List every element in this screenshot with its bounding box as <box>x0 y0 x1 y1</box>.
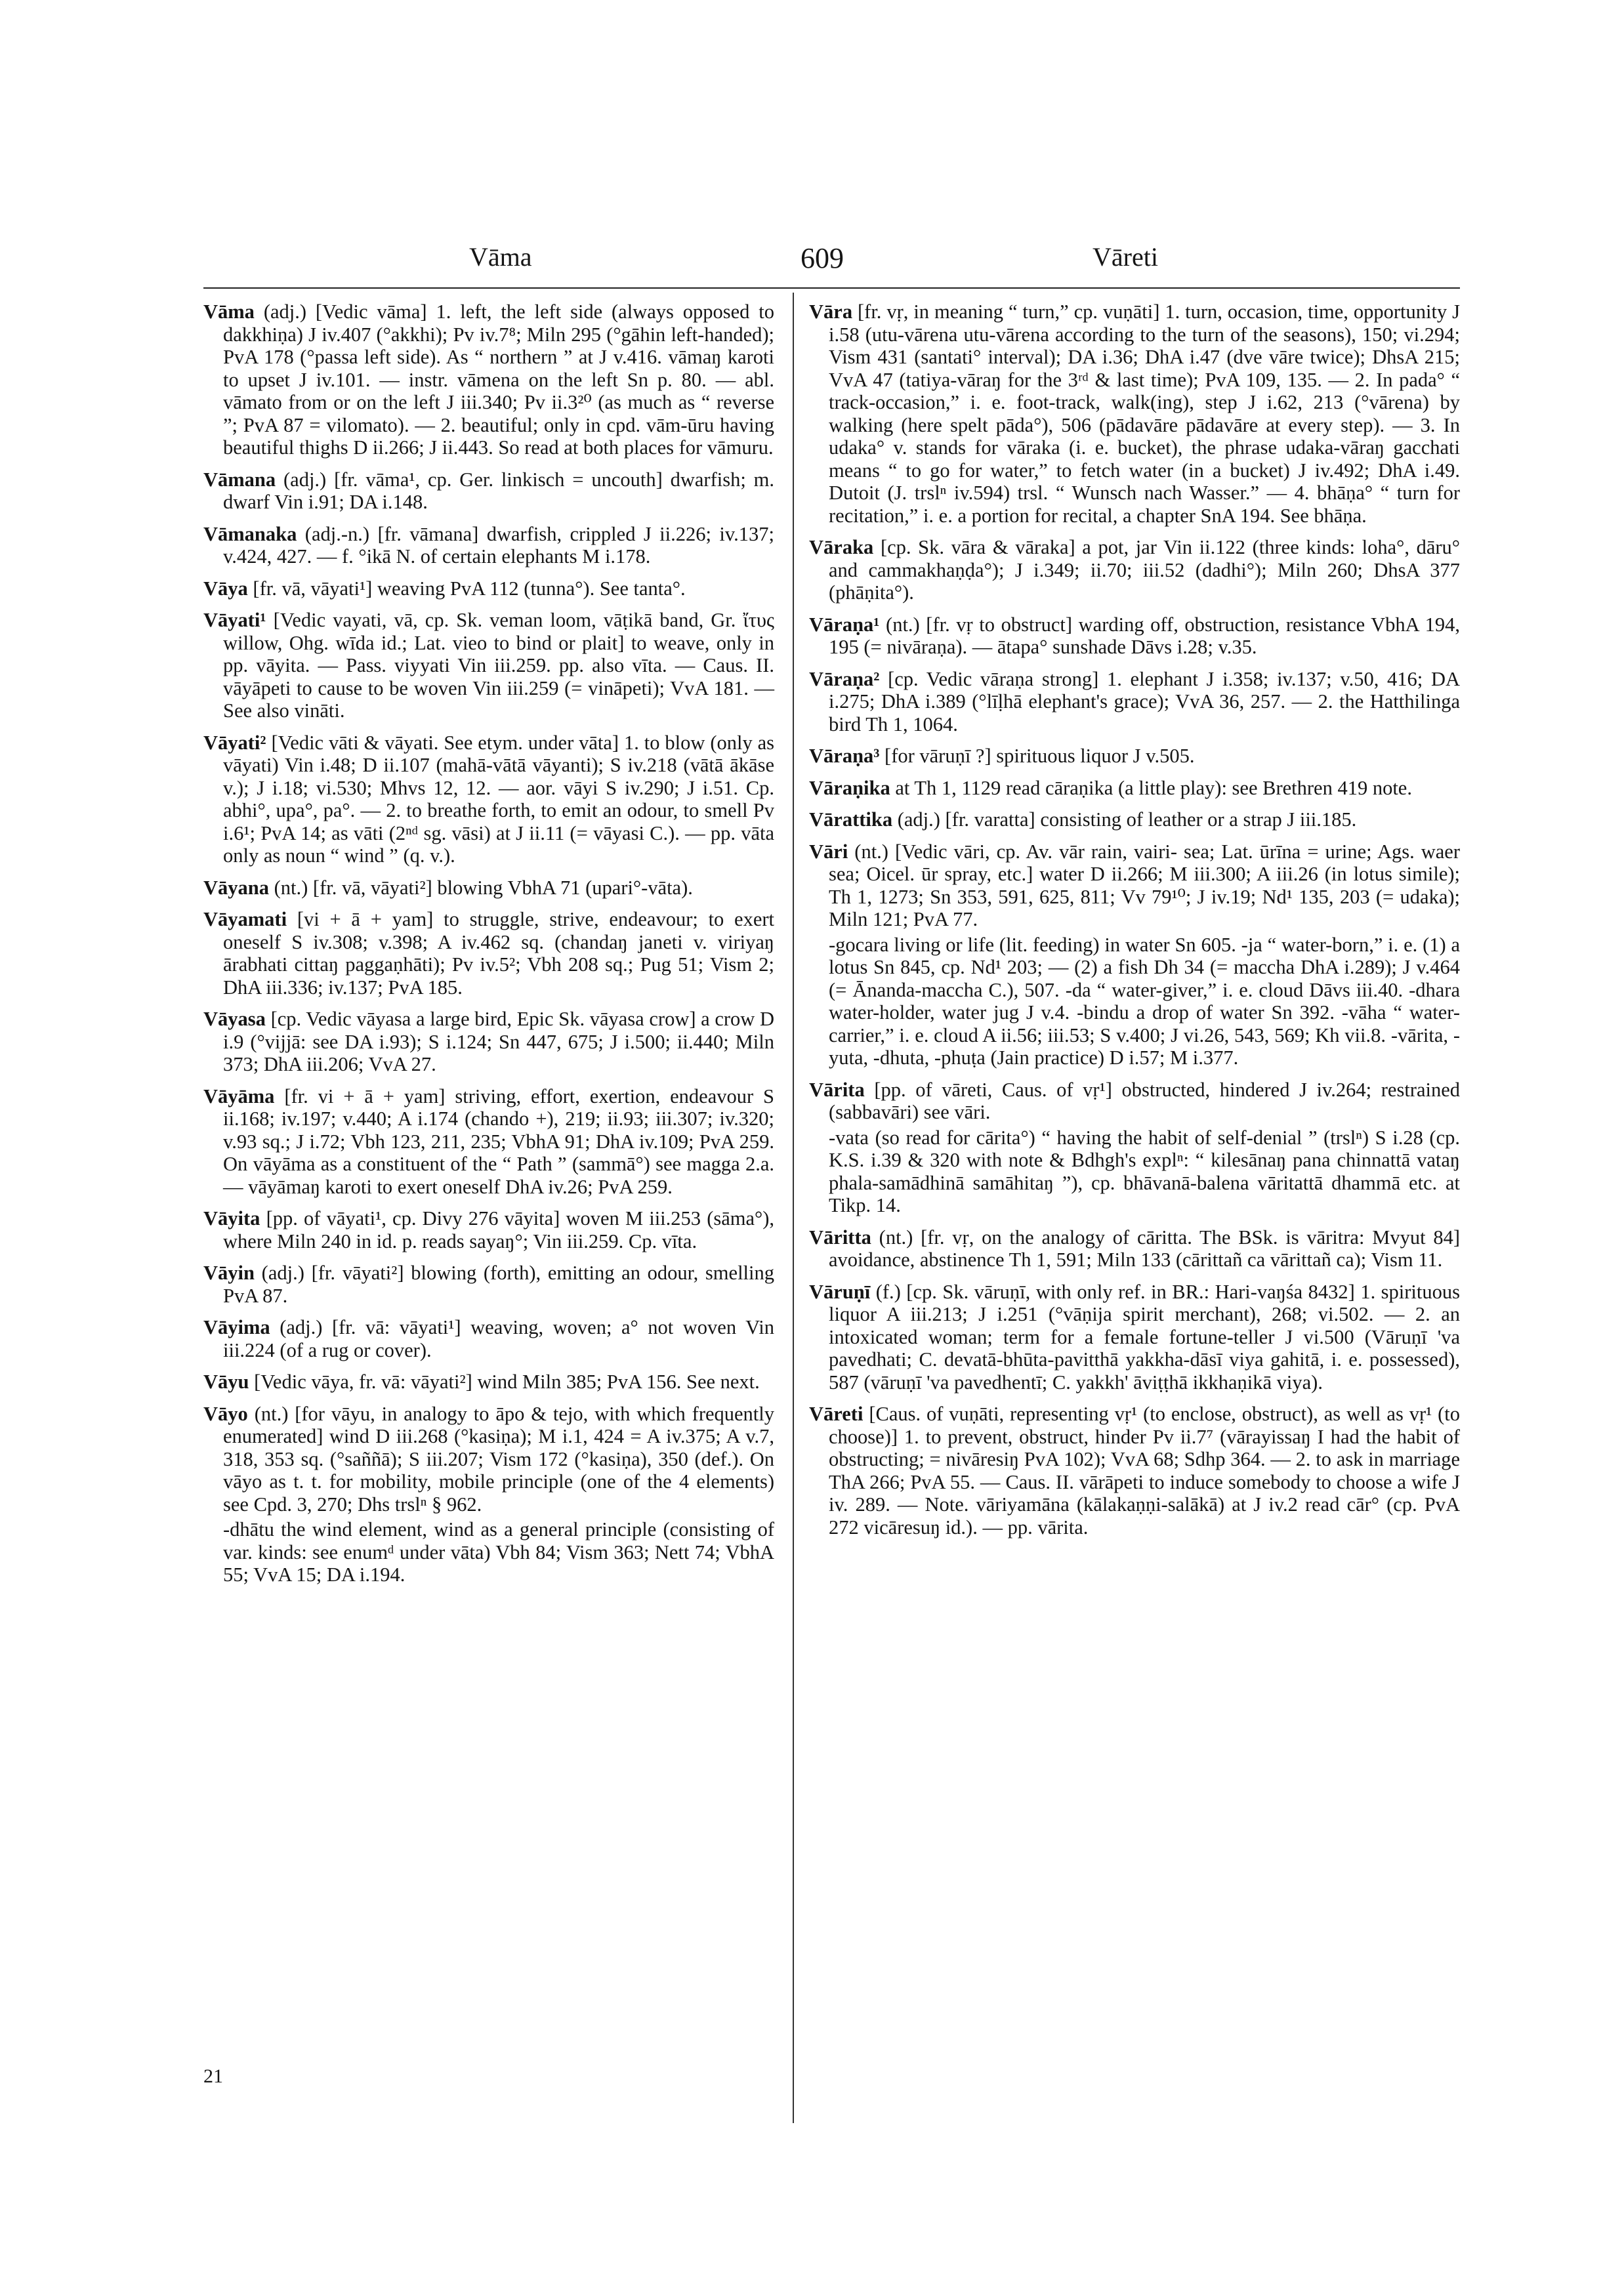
entry-compounds: -dhātu the wind element, wind as a general principle (consisting of var. kinds: see enumᵈ under vāta) Vbh 84; Vism 363; Nett 74; VbhA 55; VvA 15; DA i.194. <box>223 1518 774 1586</box>
dictionary-entry <box>809 668 1460 736</box>
entry-definition: (nt.) [for vāyu, in analogy to āpo & tejo, with which frequently enumerated] wind D iii.268 (°kasiṇa); M i.1, 424 = A iv.375; A v.7, 318, 353 sq. (°saññā); S iii.207; Vism 172 (°kasiṇa), 350 (def.). On vāyo as t. t. for mobility, mobile principle (one of the 4 elements) see Cpd. 3, 270; Dhs trslⁿ § 962. <box>223 1402 775 1516</box>
headword: Vārita <box>809 1078 865 1101</box>
headword: Vāreti <box>809 1403 864 1425</box>
entry-definition: [for vāruṇī ?] spirituous liquor J v.505. <box>885 745 1195 767</box>
dictionary-entry <box>203 609 774 722</box>
entry-definition: (adj.) [fr. vāyati²] blowing (forth), emitting an odour, smelling PvA 87. <box>223 1262 774 1307</box>
headword: Vāyita <box>203 1207 260 1230</box>
entry-definition: (adj.) [fr. varatta] consisting of leather or a strap J iii.185. <box>897 808 1357 831</box>
entry-definition: (nt.) [fr. vṛ to obstruct] warding off, obstruction, resistance VbhA 194, 195 (= nivāraṇa). — ātapa° sunshade Dāvs i.28; v.35. <box>829 613 1460 658</box>
headword: Vāraka <box>809 536 874 558</box>
dictionary-entry <box>203 908 774 999</box>
dictionary-entry <box>809 840 1460 931</box>
entry-definition: [fr. vā, vāyati¹] weaving PvA 112 (tunna°). See tanta°. <box>253 577 686 600</box>
dictionary-entry <box>203 300 774 459</box>
right-column <box>809 300 1460 1548</box>
dictionary-entry <box>809 808 1460 831</box>
dictionary-entry <box>203 1008 774 1076</box>
entry-definition: [cp. Vedic vāyasa a large bird, Epic Sk. vāyasa crow] a crow D i.9 (°vijjā: see DA i.93); S i.124; Sn 447, 675; J i.500; ii.440; Miln 373; DhA iii.206; VvA 27. <box>223 1008 775 1075</box>
entry-definition: [cp. Vedic vāraṇa strong] 1. elephant J i.358; iv.137; v.50, 416; DA i.275; DhA i.389 (°līḷhā elephant's grace); VvA 36, 257. — 2. the Hatthilinga bird Th 1, 1064. <box>829 667 1461 735</box>
headword: Vāma <box>203 300 255 323</box>
headword: Vārattika <box>809 808 893 831</box>
headword: Vāraṇa³ <box>809 745 880 767</box>
headword: Vāyo <box>203 1402 248 1425</box>
dictionary-entry <box>203 877 774 899</box>
entry-definition: [Vedic vāya, fr. vā: vāyati²] wind Miln 385; PvA 156. See next. <box>254 1371 760 1393</box>
entry-definition: [Vedic vāti & vāyati. See etym. under vāta] 1. to blow (only as vāyati) Vin i.48; D ii.107 (mahā-vātā vāyanti); S iv.218 (vātā ākāse v.); J i.18; vi.530; Mhvs 12, 12. — aor. vāyi S iv.290; J i.51. Cp. abhi°, upa°, pa°. — 2. to breathe forth, to emit an odour, to smell Pv i.6¹; PvA 14; as vāti (2ⁿᵈ sg. vāsi) at J ii.11 (= vāyasi C.). — pp. vāta only as noun “ wind ” (q. v.). <box>223 731 775 867</box>
headword: Vāyāma <box>203 1085 275 1107</box>
dictionary-entry <box>809 536 1460 604</box>
entry-definition: (adj.) [fr. vā: vāyati¹] weaving, woven; a° not woven Vin iii.224 (of a rug or cover). <box>223 1316 775 1361</box>
headword: Vāritta <box>809 1226 871 1249</box>
headword: Vāyati¹ <box>203 609 266 631</box>
entry-definition: (adj.) [fr. vāma¹, cp. Ger. linkisch = uncouth] dwarfish; m. dwarf Vin i.91; DA i.148. <box>223 468 774 513</box>
entry-compounds: -gocara living or life (lit. feeding) in water Sn 605. -ja “ water-born,” i. e. (1) a lotus Sn 845, cp. Nd¹ 203; — (2) a fish Dh 34 (= maccha DhA i.289); J v.464 (= Ānanda-maccha C.), 507. -da “ water-giver,” i. e. cloud Dāvs iii.40. -dhara water-holder, water jug J v.4. -bindu a drop of water Sn 392. -vāha “ water-carrier,” i. e. cloud A ii.56; iii.53; S v.400; J vi.26, 543, 569; Kh vii.8. -vārita, -yuta, -dhuta, -phuṭa (Jain practice) D i.57; M i.377. <box>829 933 1460 1069</box>
entry-definition: (f.) [cp. Sk. vāruṇī, with only ref. in BR.: Hari-vaŋśa 8432] 1. spirituous liquor A iii.213; J i.251 (°vāṇija spirit merchant), 268; vi.502. — 2. an intoxicated woman; term for a female fortune-teller J vi.500 (Vāruṇī 'va pavedhati; C. devatā-bhūta-pavitthā yakkha-dāsī viya gahitā, i. e. possessed), 587 (vāruṇī 'va pavedhentī; C. yakkh' āviṭṭhā ikkhaṇikā viya). <box>829 1280 1461 1394</box>
entry-compounds: -vata (so read for cārita°) “ having the habit of self-denial ” (trslⁿ) S i.28 (cp. K.S. i.39 & 320 with note & Bdhgh's explⁿ: “ kilesānaŋ pana chinnattā vataŋ phala-samādhinā samāhitaŋ ”), cp. bhāvanā-balena vāritattā dhammā etc. at Tikp. 14. <box>829 1126 1460 1216</box>
dictionary-entry <box>809 300 1460 527</box>
dictionary-entry <box>809 1226 1460 1272</box>
entry-definition: [Vedic vayati, vā, cp. Sk. veman loom, vāṭikā band, Gr. ἴτυς willow, Ohg. wīda id.; Lat. vieo to bind or plait] to weave, only in pp. vāyita. — Pass. viyyati Vin iii.259. pp. also vīta. — Caus. II. vāyāpeti to cause to be woven Vin iii.259 (= vināpeti); VvA 181. — See also vināti. <box>223 609 775 722</box>
headword: Vāyima <box>203 1316 270 1338</box>
left-column <box>203 300 774 1596</box>
headword: Vāmanaka <box>203 522 297 545</box>
headword: Vāyamati <box>203 908 287 930</box>
dictionary-entry <box>203 1207 774 1252</box>
dictionary-entry <box>809 745 1460 768</box>
headword: Vāraṇika <box>809 776 890 799</box>
header-rule <box>203 287 1460 289</box>
headword: Vāyu <box>203 1371 249 1393</box>
entry-definition: (nt.) [fr. vṛ, on the analogy of cāritta. The BSk. is vāritra: Mvyut 84] avoidance, abstinence Th 1, 591; Miln 133 (cārittañ ca vārittañ ca); Vism 11. <box>829 1226 1461 1271</box>
column-divider <box>793 293 794 2123</box>
dictionary-entry <box>203 468 774 514</box>
page-number: 609 <box>801 242 844 274</box>
dictionary-entry <box>203 1403 774 1516</box>
signature-number: 21 <box>203 2065 223 2087</box>
dictionary-entry <box>203 1085 774 1199</box>
entry-definition: (adj.) [Vedic vāma] 1. left, the left side (always opposed to dakkhiṇa) J iv.407 (°akkhi); Pv iv.7⁸; Miln 295 (°gāhin left-handed); PvA 178 (°passa left side). As “ northern ” at J v.416. vāmaŋ karoti to upset J iv.101. — instr. vāmena on the left Sn p. 80. — abl. vāmato from or on the left J iii.340; Pv ii.3²⁰ (as much as “ reverse ”; PvA 87 = vilomato). — 2. beautiful; only in cpd. vām-ūru having beautiful thighs D ii.266; J ii.443. So read at both places for vāmuru. <box>223 300 775 459</box>
dictionary-entry <box>203 1371 774 1394</box>
right-guide-word: Vāreti <box>1093 242 1158 272</box>
dictionary-entry <box>809 613 1460 659</box>
headword: Vāra <box>809 300 853 323</box>
headword: Vāmana <box>203 468 276 491</box>
entry-definition: [fr. vṛ, in meaning “ turn,” cp. vuṇāti] 1. turn, occasion, time, opportunity J i.58 (utu-vārena utu-vārena according to the turn of the seasons), 150; vi.294; Vism 431 (santati° interval); DA i.36; DhA i.47 (dve vāre twice); DhsA 215; VvA 47 (tatiya-vāraŋ for the 3ʳᵈ & last time); PvA 109, 135. — 2. In pada° “ track-occasion,” i. e. foot-track, walk(ing), step J i.62, 213 (°vārena) by walking (here spelt pāda°), 506 (pādavāre pādavāre at every step). — 3. In udaka° v. stands for vāraka (i. e. bucket), the phrase udaka-vāraŋ gacchati means “ to go for water,” to fetch water (in a bucket) J iv.492; DhA i.49. Dutoit (J. trslⁿ iv.594) trsl. “ Wunsch nach Wasser.” — 4. bhāṇa° “ turn for recitation,” i. e. a portion for recital, a chapter SnA 194. See bhāṇa. <box>829 300 1460 527</box>
dictionary-entry <box>203 577 774 600</box>
left-guide-word: Vāma <box>469 242 532 272</box>
headword: Vāya <box>203 577 248 600</box>
entry-definition: (adj.-n.) [fr. vāmana] dwarfish, crippled J ii.226; iv.137; v.424, 427. — f. °ikā N. of certain elephants M i.178. <box>223 522 775 568</box>
headword: Vāyati² <box>203 731 266 754</box>
headword: Vāraṇa² <box>809 667 880 690</box>
page-header <box>203 241 1460 281</box>
dictionary-entry <box>809 777 1460 800</box>
entry-definition: [cp. Sk. vāra & vāraka] a pot, jar Vin ii.122 (three kinds: loha°, dāru° and cammakhaṇḍa°); J i.349; ii.70; iii.52 (dadhi°); Miln 260; DhsA 377 (phāṇita°). <box>829 536 1461 604</box>
dictionary-entry <box>809 1281 1460 1394</box>
dictionary-entry <box>203 523 774 568</box>
entry-definition: [fr. vi + ā + yam] striving, effort, exertion, endeavour S ii.168; iv.197; v.440; A i.174 (chando +), 219; ii.93; iii.307; iv.320; v.93 sq.; J i.72; Vbh 123, 211, 235; VbhA 91; DhA iv.109; PvA 259. On vāyāma as a constituent of the “ Path ” (sammā°) see magga 2.a. — vāyāmaŋ karoti to exert oneself DhA iv.26; PvA 259. <box>223 1085 774 1198</box>
dictionary-entry <box>809 1079 1460 1124</box>
headword: Vāyin <box>203 1262 255 1284</box>
headword: Vāraṇa¹ <box>809 613 880 636</box>
entry-definition: at Th 1, 1129 read cāraṇika (a little play): see Brethren 419 note. <box>895 776 1412 799</box>
headword: Vāruṇī <box>809 1280 871 1303</box>
entry-definition: [vi + ā + yam] to struggle, strive, endeavour; to exert oneself S iv.308; v.398; A iv.462 sq. (chandaŋ janeti v. viriyaŋ ārabhati cittaŋ paggaṇhāti); Pv iv.5²; Vbh 208 sq.; Pug 51; Vism 2; DhA iii.336; iv.137; PvA 185. <box>223 908 775 999</box>
entry-definition: (nt.) [fr. vā, vāyati²] blowing VbhA 71 (upari°-vāta). <box>274 876 693 899</box>
entry-definition: [pp. of vāreti, Caus. of vṛ¹] obstructed, hindered J iv.264; restrained (sabbavāri) see vāri. <box>829 1078 1461 1123</box>
dictionary-entry <box>203 1316 774 1361</box>
dictionary-entry <box>203 732 774 867</box>
headword: Vāyasa <box>203 1008 266 1030</box>
headword: Vāyana <box>203 876 269 899</box>
entry-definition: [pp. of vāyati¹, cp. Divy 276 vāyita] woven M iii.253 (sāma°), where Miln 240 in id. p. reads sayaŋ°; Vin iii.259. Cp. vīta. <box>223 1207 774 1252</box>
entry-definition: [Caus. of vuṇāti, representing vṛ¹ (to enclose, obstruct), as well as vṛ¹ (to choose)] 1. to prevent, obstruct, hinder Pv ii.7⁷ (vārayissaŋ I had the habit of obstructing; = nivāresiŋ PvA 102); VvA 68; Sdhp 364. — 2. to ask in marriage ThA 266; PvA 55. — Caus. II. vārāpeti to induce somebody to choose a wife J iv. 289. — Note. vāriyamāna (kālakaṇṇi-salākā) at J iv.2 read cār° (cp. PvA 272 vicāresuŋ id.). — pp. vārita. <box>829 1403 1461 1539</box>
entry-definition: (nt.) [Vedic vāri, cp. Av. vār rain, vairi- sea; Lat. ūrīna = urine; Ags. waer sea; Oicel. ūr spray, etc.] water D ii.266; M iii.300; A iii.26 (in lotus simile); Th 1, 1273; Sn 353, 591, 625, 811; Vv 79¹⁰; J iv.19; Nd¹ 135, 203 (= udaka); Miln 121; PvA 77. <box>829 840 1460 930</box>
dictionary-entry <box>203 1262 774 1307</box>
headword: Vāri <box>809 840 848 863</box>
dictionary-entry <box>809 1403 1460 1539</box>
